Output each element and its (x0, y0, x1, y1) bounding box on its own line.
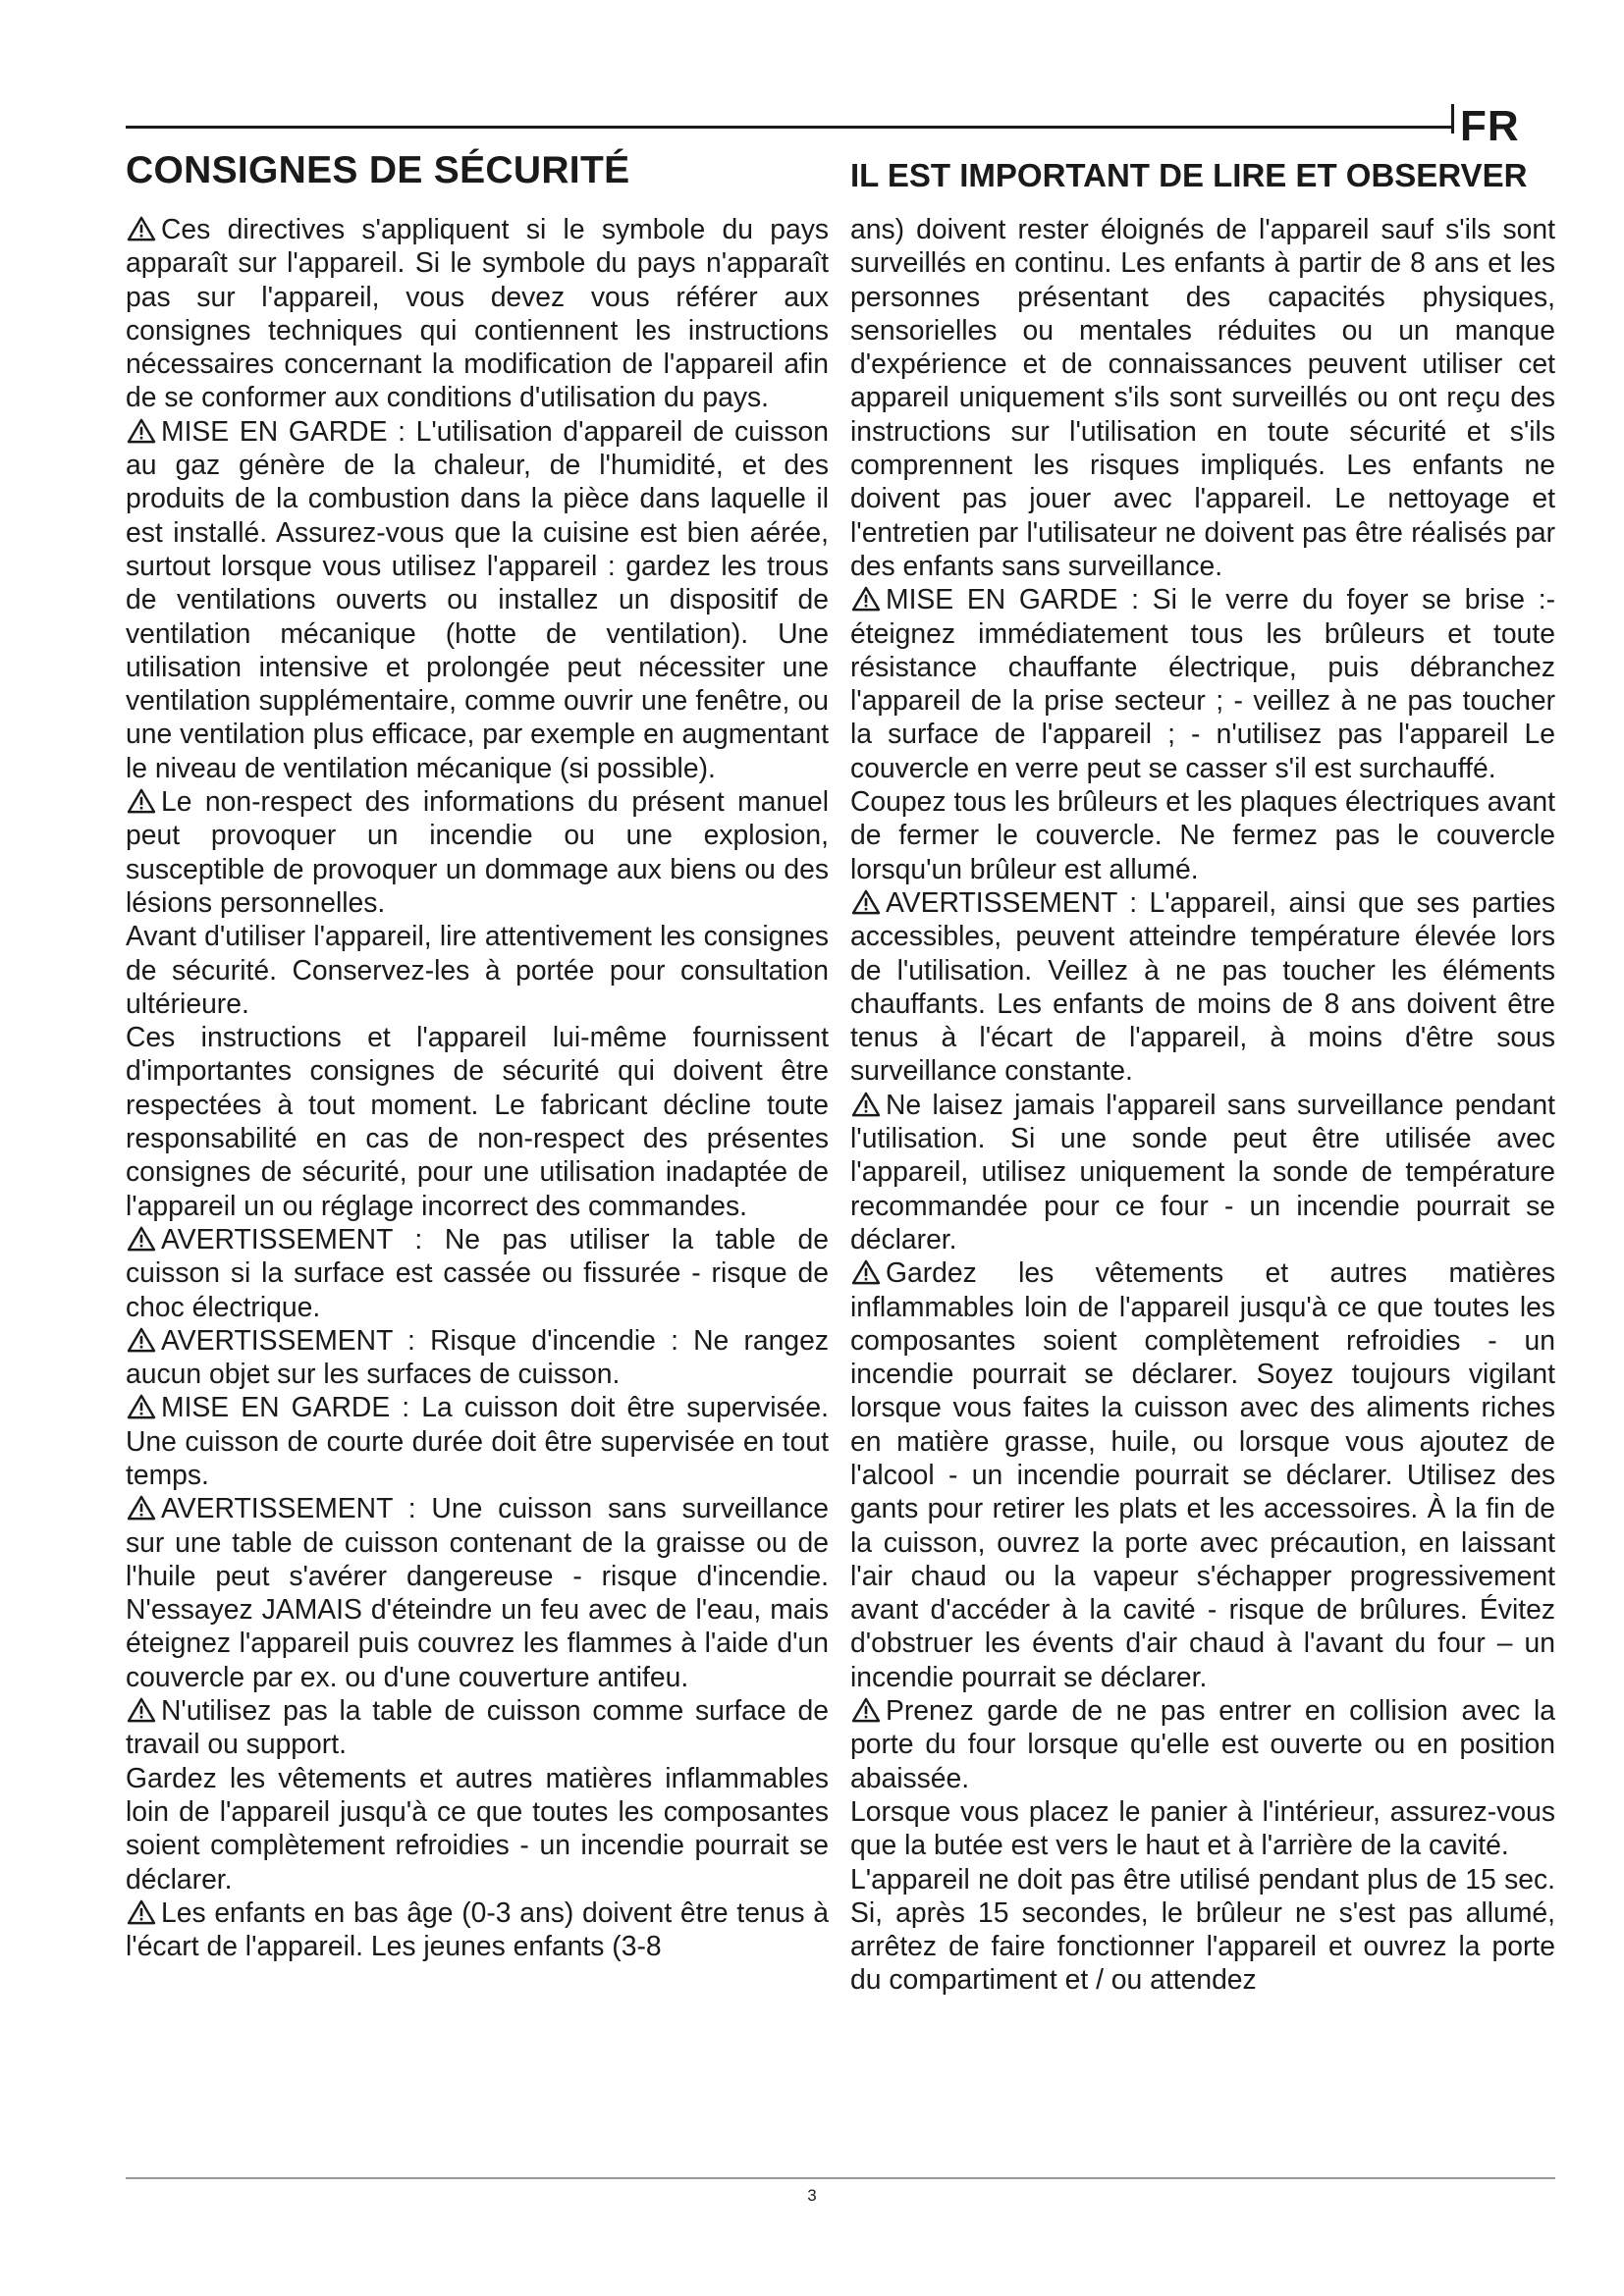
paragraph (850, 1255, 1555, 1693)
paragraph (126, 1222, 829, 1323)
paragraph-text: ans) doivent rester éloignés de l'appareil sauf s'ils sont surveillés en continu. Les enfants à partir de 8 ans et les personnes présentant des capacités physiques, sensorielles ou mentales réduites ou un manque d'expérience et de connaissances peuvent utiliser cet appareil uniquement s'ils sont surveillés ou ont reçu des instructions sur l'utilisation en toute sécurité et s'ils comprennent les risques impliqués. Les enfants ne doivent pas jouer avec l'appareil. Le nettoyage et l'entretien par l'utilisateur ne doivent pas être réalisés par des enfants sans surveillance. (850, 213, 1555, 581)
paragraph (126, 784, 829, 919)
paragraph-text: MISE EN GARDE : La cuisson doit être supervisée. Une cuisson de courte durée doit être supervisée en tout temps. (126, 1391, 829, 1490)
warning-triangle-icon (126, 216, 157, 241)
paragraph (850, 1088, 1555, 1255)
warning-triangle-icon (126, 1899, 157, 1925)
warning-triangle-icon (126, 1697, 157, 1723)
paragraph (126, 1693, 829, 1761)
paragraph (126, 919, 829, 1020)
paragraph-text: Ces directives s'appliquent si le symbole du pays apparaît sur l'appareil. Si le symbole du pays n'apparaît pas sur l'appareil, vous devez vous référer aux consignes techniques qui contiennent les instructions nécessaires concernant la modification de l'appareil afin de se conformer aux conditions d'utilisation du pays. (126, 213, 829, 413)
footer-rule (126, 2177, 1555, 2179)
paragraph (126, 1761, 829, 1896)
left-column (126, 212, 829, 1962)
header-rule (126, 126, 1453, 129)
paragraph-text: Les enfants en bas âge (0-3 ans) doivent être tenus à l'écart de l'appareil. Les jeunes enfants (3-8 (126, 1896, 829, 1962)
warning-triangle-icon (850, 889, 882, 915)
paragraph-text: L'appareil ne doit pas être utilisé pendant plus de 15 sec. Si, après 15 secondes, le brûleur ne s'est pas allumé, arrêtez de faire fonctionner l'appareil et ouvrez la porte du compartiment et / ou attendez (850, 1862, 1555, 1996)
paragraph (850, 212, 1555, 582)
paragraph (126, 1896, 829, 1963)
language-code: FR (1460, 102, 1520, 150)
paragraph-text: Gardez les vêtements et autres matières inflammables loin de l'appareil jusqu'à ce que toutes les composantes soient complètement refroidies - un incendie pourrait se déclarer. (126, 1761, 829, 1895)
paragraph (850, 1794, 1555, 1862)
paragraph-text: Lorsque vous placez le panier à l'intérieur, assurez-vous que la butée est vers le haut et à l'arrière de la cavité. (850, 1794, 1555, 1861)
paragraph (126, 1020, 829, 1222)
paragraph (850, 582, 1555, 784)
paragraph-text: Coupez tous les brûleurs et les plaques électriques avant de fermer le couvercle. Ne fermez pas le couvercle lorsqu'un brûleur est allumé. (850, 785, 1555, 884)
paragraph-text: N'utilisez pas la table de cuisson comme surface de travail ou support. (126, 1694, 829, 1760)
paragraph-text: AVERTISSEMENT : Risque d'incendie : Ne rangez aucun objet sur les surfaces de cuisson. (126, 1323, 829, 1390)
right-column (850, 212, 1555, 1997)
paragraph (126, 212, 829, 414)
paragraph (126, 414, 829, 784)
warning-triangle-icon (850, 1697, 882, 1723)
paragraph-text: Gardez les vêtements et autres matières inflammables loin de l'appareil jusqu'à ce que toutes les composantes soient complètement refroidies - un incendie pourrait se déclarer. Soyez toujours vigilant lorsque vous faites la cuisson avec des aliments riches en matière grasse, huile, ou lorsque vous ajoutez de l'alcool - un incendie pourrait se déclarer. Utilisez des gants pour retirer les plats et les accessoires. À la fin de la cuisson, ouvrez la porte avec précaution, en laissant l'air chaud ou la vapeur s'échapper progressivement avant d'accéder à la cavité - risque de brûlures. Évitez d'obstruer les évents d'air chaud à l'avant du four – un incendie pourrait se déclarer. (850, 1256, 1555, 1692)
paragraph-text: Ces instructions et l'appareil lui-même fournissent d'importantes consignes de sécurité qui doivent être respectées à tout moment. Le fabricant décline toute responsabilité en cas de non-respect des présentes consignes de sécurité, pour une utilisation inadaptée de l'appareil un ou réglage incorrect des commandes. (126, 1021, 829, 1221)
paragraph (126, 1323, 829, 1391)
paragraph-text: MISE EN GARDE : Si le verre du foyer se brise :- éteignez immédiatement tous les brûleurs et toute résistance chauffante électrique, puis débranchez l'appareil de la prise secteur ; - veillez à ne pas toucher la surface de l'appareil ; - n'utilisez pas l'appareil Le couvercle en verre peut se casser s'il est surchauffé. (850, 583, 1555, 783)
page-number: 3 (807, 2186, 817, 2205)
paragraph-text: Ne laisez jamais l'appareil sans surveillance pendant l'utilisation. Si une sonde peut être utilisée avec l'appareil, utilisez uniquement la sonde de température recommandée pour ce four - un incendie pourrait se déclarer. (850, 1088, 1555, 1255)
paragraph (126, 1390, 829, 1491)
paragraph-text: AVERTISSEMENT : L'appareil, ainsi que ses parties accessibles, peuvent atteindre température élevée lors de l'utilisation. Veillez à ne pas toucher les éléments chauffants. Les enfants de moins de 8 ans doivent être tenus à l'écart de l'appareil, à moins d'être sous surveillance constante. (850, 885, 1555, 1087)
warning-triangle-icon (126, 1394, 157, 1419)
warning-triangle-icon (850, 1259, 882, 1285)
warning-triangle-icon (850, 1092, 882, 1117)
paragraph (850, 1862, 1555, 1997)
warning-triangle-icon (850, 586, 882, 612)
page-subtitle: IL EST IMPORTANT DE LIRE ET OBSERVER (850, 157, 1528, 193)
paragraph (126, 1491, 829, 1693)
paragraph (850, 885, 1555, 1088)
paragraph-text: MISE EN GARDE : L'utilisation d'appareil de cuisson au gaz génère de la chaleur, de l'humidité, et des produits de la combustion dans la pièce dans laquelle il est installé. Assurez-vous que la cuisine est bien aérée, surtout lorsque vous utilisez l'appareil : gardez les trous de ventilations ouverts ou installez un dispositif de ventilation mécanique (hotte de ventilation). Une utilisation intensive et prolongée peut nécessiter une ventilation supplémentaire, comme ouvrir une fenêtre, ou une ventilation plus efficace, par exemple en augmentant le niveau de ventilation mécanique (si possible). (126, 414, 829, 783)
paragraph-text: AVERTISSEMENT : Une cuisson sans surveillance sur une table de cuisson contenant de la graisse ou de l'huile peut s'avérer dangereuse - risque d'incendie. N'essayez JAMAIS d'éteindre un feu avec de l'eau, mais éteignez l'appareil puis couvrez les flammes à l'aide d'un couvercle par ex. ou d'une couverture antifeu. (126, 1492, 829, 1692)
paragraph (850, 784, 1555, 885)
paragraph-text: Prenez garde de ne pas entrer en collision avec la porte du four lorsque qu'elle est ouverte ou en position abaissée. (850, 1694, 1555, 1793)
paragraph-text: AVERTISSEMENT : Ne pas utiliser la table de cuisson si la surface est cassée ou fissurée - risque de choc électrique. (126, 1222, 829, 1322)
page-title: CONSIGNES DE SÉCURITÉ (126, 149, 630, 191)
warning-triangle-icon (126, 1327, 157, 1353)
warning-triangle-icon (126, 1495, 157, 1521)
warning-triangle-icon (126, 1226, 157, 1252)
warning-triangle-icon (126, 418, 157, 444)
header-rule-tick (1451, 104, 1454, 133)
paragraph-text: Le non-respect des informations du présent manuel peut provoquer un incendie ou une explosion, susceptible de provoquer un dommage aux biens ou des lésions personnelles. (126, 785, 829, 918)
paragraph-text: Avant d'utiliser l'appareil, lire attentivement les consignes de sécurité. Conservez-les à portée pour consultation ultérieure. (126, 920, 829, 1019)
paragraph (850, 1693, 1555, 1794)
warning-triangle-icon (126, 788, 157, 814)
